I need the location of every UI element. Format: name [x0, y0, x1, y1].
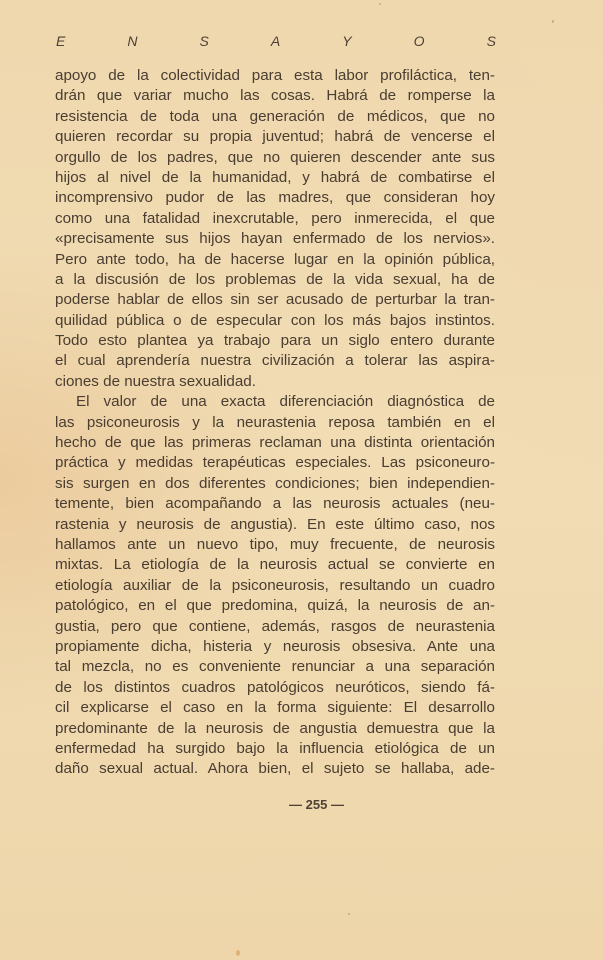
text-line: etiología auxiliar de la psiconeurosis, resultando un cuadro	[55, 576, 495, 594]
page-number: — 255 —	[289, 797, 344, 812]
text-line: sis surgen en dos diferentes condiciones; bien independien-	[55, 474, 495, 492]
running-head-letter: N	[127, 33, 138, 49]
paragraph-1	[55, 66, 495, 392]
text-line: práctica y medidas terapéuticas especiales. Las psiconeuro-	[55, 454, 495, 472]
text-line: resistencia de toda una generación de médicos, que no	[55, 107, 495, 125]
text-line: las psiconeurosis y la neurastenia reposa también en el	[55, 413, 495, 431]
body-text	[55, 66, 495, 780]
running-head-letter: O	[413, 33, 425, 49]
text-line: a la discusión de los problemas de la vida sexual, ha de	[55, 270, 495, 288]
text-line: gustia, pero que contiene, además, rasgos de neurastenia	[55, 617, 495, 635]
text-line: apoyo de la colectividad para esta labor profiláctica, ten-	[55, 67, 495, 84]
text-line: ciones de nuestra sexualidad.	[55, 372, 256, 390]
paper-speck	[379, 3, 381, 5]
text-line: El valor de una exacta diferenciación diagnóstica de	[76, 393, 495, 411]
text-line: hijos al nivel de la humanidad, y habrá de combatirse el	[55, 168, 495, 186]
text-line: incomprensivo pudor de las madres, que consideran hoy	[55, 189, 495, 207]
text-line: el cual aprendería nuestra civilización a tolerar las aspira-	[55, 352, 495, 370]
text-line: predominante de la neurosis de angustia demuestra que la	[55, 719, 495, 737]
text-line: hallamos ante un nuevo tipo, muy frecuente, de neurosis	[55, 535, 495, 553]
text-line: temente, bien acompañando a las neurosis actuales (neu-	[55, 495, 495, 513]
paragraph-2	[55, 392, 495, 779]
text-line: quieren recordar su propia juventud; habrá de vencerse el	[55, 128, 495, 146]
paper-speck	[552, 20, 554, 23]
text-line: poderse hablar de ellos sin ser acusado de perturbar la tran-	[55, 291, 495, 309]
text-line: tal mezcla, no es conveniente renunciar a una separación	[55, 658, 495, 676]
running-head-letter: A	[270, 33, 281, 49]
text-line: «precisamente sus hijos hayan enfermado de los nervios».	[55, 230, 495, 248]
text-line: orgullo de los padres, que no quieren descender ante sus	[55, 148, 495, 166]
text-line: enfermedad ha surgido bajo la influencia etiológica de un	[55, 739, 495, 757]
text-line: Todo esto plantea ya trabajo para un siglo entero durante	[55, 332, 495, 350]
running-head-letter: S	[199, 33, 209, 49]
text-line: mixtas. La etiología de la neurosis actual se convierte en	[55, 556, 495, 574]
text-line: como una fatalidad inexcrutable, pero inmerecida, el que	[55, 209, 495, 227]
text-line: daño sexual actual. Ahora bien, el sujeto se hallaba, ade-	[55, 760, 495, 778]
running-head-letter: E	[56, 33, 66, 49]
text-line: cil explicarse el caso en la forma siguiente: El desarrollo	[55, 699, 495, 717]
running-head-letter: Y	[342, 33, 352, 49]
running-head	[56, 33, 496, 49]
text-line: de los distintos cuadros patológicos neuróticos, siendo fá-	[55, 678, 495, 696]
text-line: hecho de que las primeras reclaman una distinta orientación	[55, 434, 495, 452]
text-line: drán que variar mucho las cosas. Habrá de romperse la	[55, 87, 495, 105]
text-line: patológico, en el que predomina, quizá, la neurosis de an-	[55, 597, 495, 615]
paper-speck	[236, 950, 240, 956]
text-line: quilidad pública o de especular con los más bajos instintos.	[55, 311, 495, 329]
text-line: propiamente dicha, histeria y neurosis obsesiva. Ante una	[55, 637, 495, 655]
paper-speck	[348, 913, 350, 915]
running-head-letter: S	[486, 33, 496, 49]
text-line: Pero ante todo, ha de hacerse lugar en la opinión pública,	[55, 250, 495, 268]
text-line: rastenia y neurosis de angustia). En este último caso, nos	[55, 515, 495, 533]
